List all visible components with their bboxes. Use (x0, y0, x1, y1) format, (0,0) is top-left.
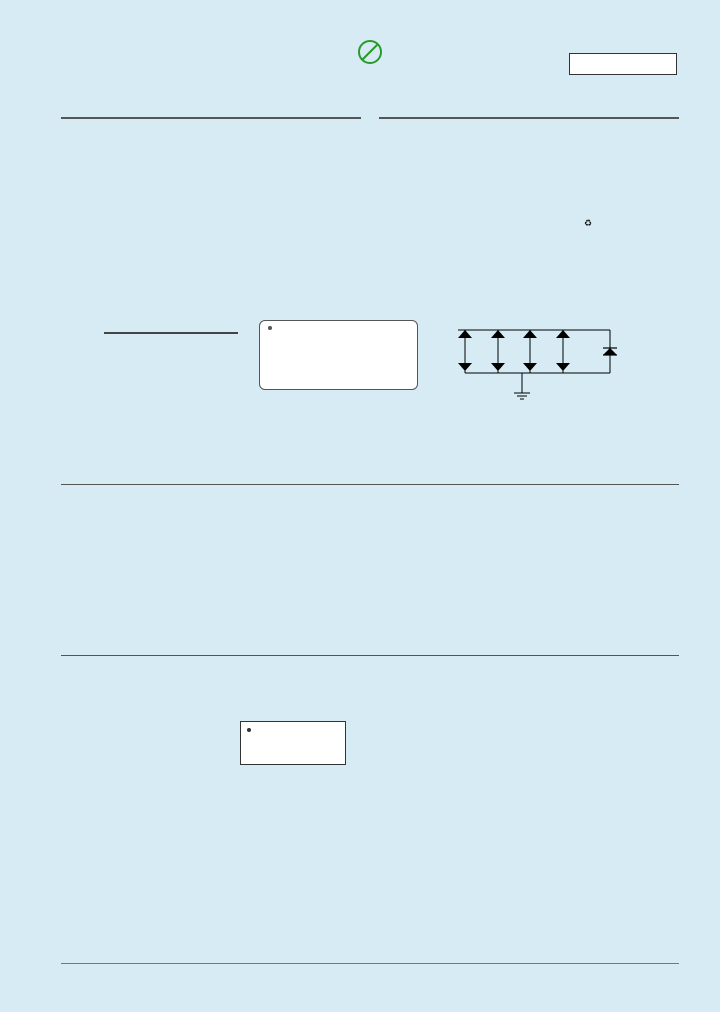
marking-heading (61, 655, 679, 656)
pb-free-icon (350, 38, 390, 68)
pin-table-header-pin (105, 333, 172, 334)
device-schematic (450, 318, 630, 408)
marking-pin1-dot (247, 728, 251, 732)
pin-table-header-description (171, 333, 238, 334)
package-top-view (259, 320, 418, 390)
ordering-heading (61, 484, 679, 485)
footer-rule (61, 963, 679, 964)
part-number-header (569, 53, 677, 75)
lead-free-green-badge (350, 38, 390, 78)
pin1-marker (268, 326, 272, 330)
recycle-icon: ♻ (584, 218, 593, 228)
pin-table (104, 332, 238, 334)
mechanical-heading (379, 117, 679, 119)
marking-box (240, 721, 346, 765)
features-heading (61, 117, 361, 119)
